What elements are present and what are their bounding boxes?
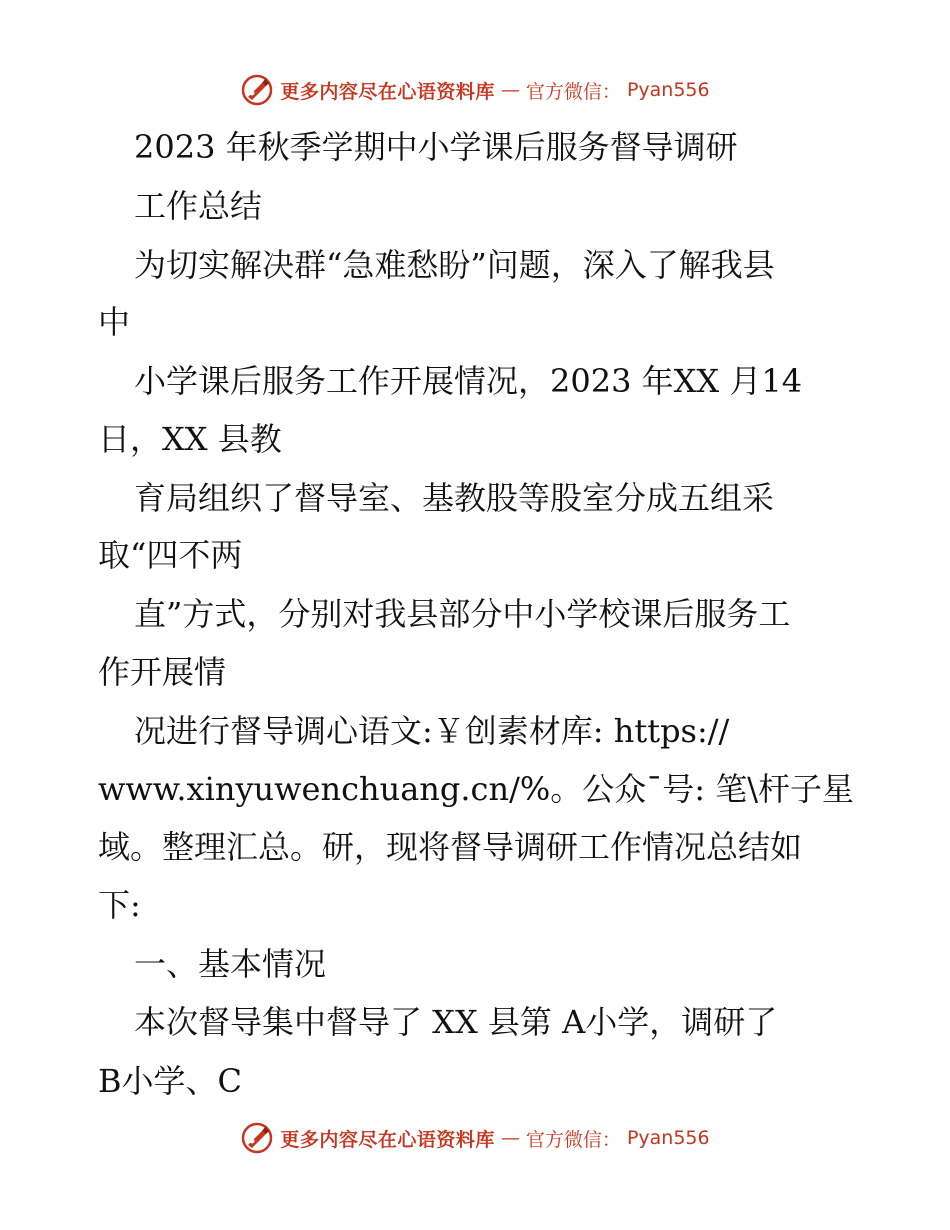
body-line: 作开展情 bbox=[98, 653, 227, 691]
body-line: 为切实解决群“急难愁盼”问题，深入了解我县 bbox=[134, 246, 775, 284]
body-line: 本次督导集中督导了 XX 县第 A小学，调研了 bbox=[134, 1003, 778, 1041]
document-title-line-2: 工作总结 bbox=[134, 187, 263, 225]
banner-separator: — bbox=[500, 79, 520, 101]
pen-logo-icon bbox=[240, 1121, 274, 1155]
banner-wechat-handle: Pyan556 bbox=[626, 1127, 710, 1149]
banner-official-label: 官方微信： bbox=[525, 1128, 621, 1151]
banner-site-text: 更多内容尽在心语资料库 bbox=[280, 80, 495, 103]
pen-logo-icon bbox=[240, 73, 274, 107]
document-title-line-1: 2023 年秋季学期中小学课后服务督导调研 bbox=[134, 128, 738, 166]
banner-official-label: 官方微信： bbox=[525, 80, 621, 103]
body-line: 中 bbox=[98, 303, 131, 341]
body-line: 取“四不两 bbox=[98, 536, 243, 574]
banner-site-text: 更多内容尽在心语资料库 bbox=[280, 1128, 495, 1151]
banner-wechat-handle: Pyan556 bbox=[626, 79, 710, 101]
body-line: 直”方式，分别对我县部分中小学校课后服务工 bbox=[134, 595, 791, 633]
footer-watermark-banner bbox=[0, 1118, 950, 1158]
body-line: B小学、C bbox=[98, 1062, 243, 1100]
body-line: 育局组织了督导室、基教股等股室分成五组采 bbox=[134, 479, 775, 517]
body-line: 域。整理汇总。研，现将督导调研工作情况总结如 bbox=[98, 828, 803, 866]
body-line: 况进行督导调心语文:￥创素材库: https:// bbox=[134, 712, 730, 750]
banner-separator: — bbox=[500, 1127, 520, 1149]
body-line: 下: bbox=[98, 886, 141, 924]
header-watermark-banner bbox=[0, 70, 950, 110]
body-line: 日，XX 县教 bbox=[98, 420, 282, 458]
body-line: 小学课后服务工作开展情况，2023 年XX 月14 bbox=[134, 362, 803, 400]
section-heading: 一、基本情况 bbox=[134, 945, 327, 983]
body-line: www.xinyuwenchuang.cn/%。公众¯号: 笔\杆子星 bbox=[98, 770, 855, 808]
